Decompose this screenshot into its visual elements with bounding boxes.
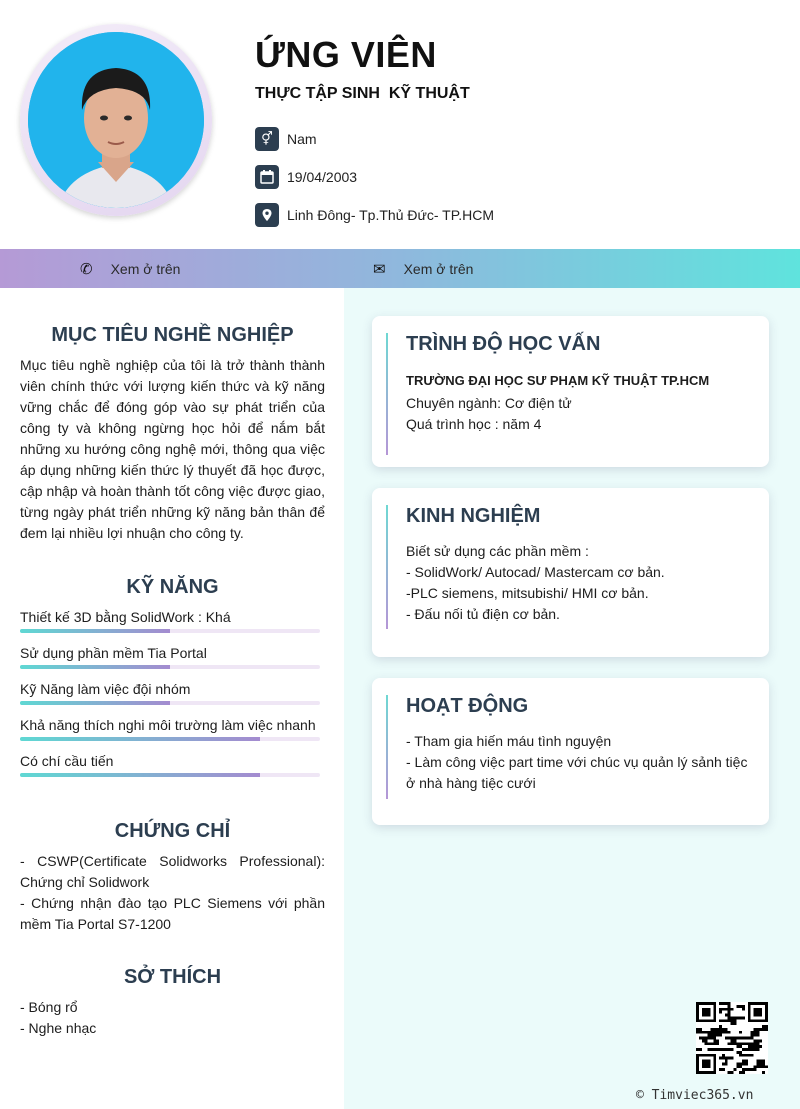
avatar-frame (20, 24, 212, 216)
avatar (28, 32, 204, 208)
phone-value: Xem ở trên (110, 260, 181, 277)
location-icon (255, 203, 279, 227)
skill-level (20, 737, 260, 741)
gender-value: Nam (287, 131, 317, 147)
experience-line: - Đấu nối tủ điện cơ bản. (406, 606, 560, 622)
skill-label: Kỹ Năng làm việc đội nhóm (20, 681, 191, 697)
activities-title: HOẠT ĐỘNG (406, 695, 529, 717)
phone-icon: ✆ (80, 260, 93, 278)
skill-level (20, 701, 170, 705)
skill-level (20, 665, 170, 669)
gender-icon: ⚥ (255, 127, 279, 151)
skill-bar (20, 629, 320, 633)
gender-row (255, 127, 317, 151)
address-value: Linh Đông- Tp.Thủ Đức- TP.HCM (287, 207, 495, 223)
skill-label: Khả năng thích nghi môi trường làm việc nhanh (20, 717, 316, 733)
education-school: TRƯỜNG ĐẠI HỌC SƯ PHẠM KỸ THUẬT TP.HCM (406, 373, 710, 388)
candidate-name: ỨNG VIÊN (255, 34, 437, 75)
certificates-text: - CSWP(Certificate Solidworks Professional): Chứng chỉ Solidwork - Chứng nhận đào tạo PLC Siemens với phần mềm Tia Portal S7-1200 (20, 853, 325, 932)
activity-line: - Tham gia hiến máu tình nguyện (406, 733, 612, 749)
birthday-value: 19/04/2003 (287, 169, 358, 185)
skills-title: KỸ NĂNG (126, 576, 219, 598)
skill-label: Có chí cầu tiến (20, 753, 114, 769)
hobbies-title: SỞ THÍCH (123, 966, 222, 988)
email-value: Xem ở trên (403, 260, 474, 277)
site-credit: © Timviec365.vn (636, 1088, 754, 1103)
birthday-row (255, 165, 357, 189)
activities-card (372, 678, 769, 825)
education-card (372, 316, 769, 467)
certificates-title: CHỨNG CHỈ (114, 820, 231, 842)
hobby-item: - Bóng rổ (20, 999, 78, 1015)
skill-bar (20, 701, 320, 705)
experience-title: KINH NGHIỆM (406, 505, 541, 527)
phone-contact (80, 249, 180, 288)
contact-band (0, 249, 800, 288)
skill-bar (20, 665, 320, 669)
experience-line: -PLC siemens, mitsubishi/ HMI cơ bản. (406, 585, 649, 601)
education-major: Chuyên ngành: Cơ điện tử (406, 395, 572, 411)
card-accent (386, 695, 388, 799)
email-contact (373, 249, 473, 288)
qr-code (696, 1002, 768, 1074)
skill-label: Sử dụng phần mềm Tia Portal (20, 645, 207, 661)
hobby-item: - Nghe nhạc (20, 1020, 97, 1036)
education-title: TRÌNH ĐỘ HỌC VẤN (406, 333, 601, 355)
candidate-position: THỰC TẬP SINH KỸ THUẬT (255, 85, 470, 102)
calendar-icon (255, 165, 279, 189)
card-accent (386, 333, 388, 455)
skill-level (20, 629, 170, 633)
skill-level (20, 773, 260, 777)
objective-title: MỤC TIÊU NGHỀ NGHIỆP (51, 324, 294, 346)
skill-bar (20, 737, 320, 741)
address-row (255, 203, 494, 227)
activity-line: - Làm công việc part time với chúc vụ quản lý sảnh tiệc ở nhà hàng tiệc cưới (406, 754, 748, 791)
skill-bar (20, 773, 320, 777)
experience-line: Biết sử dụng các phần mềm : (406, 543, 589, 559)
mail-icon: ✉ (373, 260, 386, 278)
experience-card (372, 488, 769, 657)
experience-line: - SolidWork/ Autocad/ Mastercam cơ bản. (406, 564, 665, 580)
education-progress: Quá trình học : năm 4 (406, 416, 542, 432)
card-accent (386, 505, 388, 629)
skill-label: Thiết kế 3D bằng SolidWork : Khá (20, 609, 231, 625)
objective-text: Mục tiêu nghề nghiệp của tôi là trở thành thành viên chính thức với lượng kiến thức và kỹ năng vững chắc để đóng góp vào sự phát triển của công ty và không ngừng học hỏi để nắm bắt những xu hướng công nghệ mới, thông qua việc áp dụng những kiến thức lý thuyết đã học được, cập nhập và hoàn thành tốt công việc được giao, từng ngày phát triển những kỹ năng bản thân để đem lại nhiều lợi nhuận cho công ty. (20, 357, 325, 541)
